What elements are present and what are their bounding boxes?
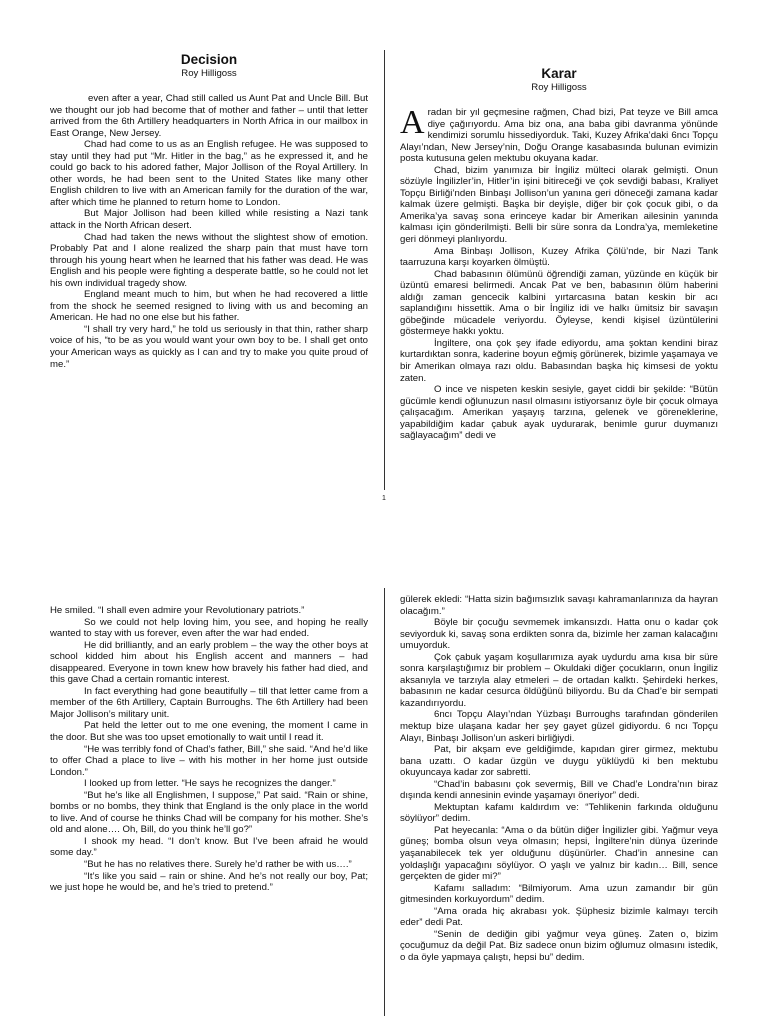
paragraph: I looked up from letter. “He says he recognizes the danger.” — [84, 778, 336, 790]
paragraph: England meant much to him, but when he had recovered a little from the shock he seemed resigned to living with us and becoming an American. He had no one else but his father. — [50, 289, 368, 324]
page-number: 1 — [382, 495, 386, 502]
paragraph: İngiltere, ona çok şey ifade ediyordu, ama şoktan kendini biraz kurtardıktan sonra, kaderine boyun eğmiş görünerek, bizimle yaşamaya ve bir Amerikan olmaya razı oldu. Babasından başka hiç kimsesi de yoktu zaten. — [400, 337, 718, 384]
page2-turkish-column — [400, 594, 718, 1018]
turkish-title: Karar — [541, 66, 577, 81]
drop-cap: A — [400, 104, 425, 141]
paragraph: In fact everything had gone beautifully – till that letter came from a member of the 6th Artillery, Captain Burroughs. The 6th Artillery had been Major Jollison’s military unit. — [50, 685, 368, 720]
paragraph: Chad, bizim yanımıza bir İngiliz mülteci olarak gelmişti. Onun sözüyle İngilizler’in, Hitler’in işini bitireceği ve çok sevdiği babası, Kraliyet Topçu Birliği’nden Binbaşı Jollison’un yanına geri döneceği zamana kadar kalmak üzere gelmişti. Başka bir deyişle, diğer bir çok çocuk gibi, o da Amerika’ya savaş sona erinceye kadar bir Amerikan ailesinin yanında kalması için gönderilmişti. Belli bir süre sonra da Londra’ya, memleketine geri dönmeyi planlıyordu. — [400, 164, 718, 246]
paragraph: Mektuptan kafamı kaldırdım ve: “Tehlikenin farkında olduğunu söylüyor” dedim. — [400, 801, 718, 825]
page1-english-column — [50, 52, 368, 492]
paragraph: Chad had come to us as an English refugee. He was supposed to stay until they had put “Mr. Hitler in the bag,” as he expressed it, and he could go back to his adored father, Major Jollison of the Royal Artillery. In other words, he had been sent to the United States like many other English children to live with an American family for the duration of the war, after which time he planned to return home to London. — [50, 139, 368, 208]
paragraph: Ama Binbaşı Jollison, Kuzey Afrika Çölü’nde, bir Nazi Tank taarruzuna karşı koyarken ölmüştü. — [400, 245, 718, 269]
paragraph: even after a year, Chad still called us Aunt Pat and Uncle Bill. But we thought our job had become that of mother and father – until that letter arrived from the 6th Artillery headquarters in North Africa in our mailbox in East Orange, New Jersey. — [50, 93, 368, 139]
paragraph: O ince ve nispeten keskin sesiyle, gayet ciddi bir şekilde: “Bütün gücümle kendi oğlunuzun nasıl olmasını istiyorsanız öyle bir çocuk olmaya çalışacağım. Amerikan yaşayış tarzına, gelenek ve göreneklerine, yapabildiğim kadar çabuk ayak uydurarak, benimle gurur duymanızı sağlayacağım” dedi ve — [400, 384, 718, 442]
english-author: Roy Hilligoss — [181, 68, 237, 79]
paragraph: “Chad’in babasını çok severmiş, Bill ve Chad’e Londra’nın biraz dışında kendi annesinin evinde yaşamayı öneriyor” dedi. — [400, 778, 718, 802]
paragraph-with-dropcap — [400, 104, 718, 165]
paragraph: “Ama orada hiç akrabası yok. Şüphesiz bizimle kalmayı tercih eder” dedi Pat. — [400, 905, 718, 929]
paragraph: “I shall try very hard,” he told us seriously in that thin, rather sharp voice of his, “to be as you would want your own boy to be. I shall get onto your American ways as quickly as I can and try to make you quite proud of me.” — [50, 323, 368, 370]
paragraph: “He was terribly fond of Chad’s father, Bill,” she said. “And he’d like to offer Chad a place to live – with his mother in her home just outside London.” — [50, 743, 368, 778]
paragraph: gülerek ekledi: “Hatta sizin bağımsızlık savaşı kahramanlarınıza da hayran olacağım.” — [400, 594, 718, 617]
paragraph: I shook my head. “I don’t know. But I’ve been afraid he would some day.” — [50, 835, 368, 859]
paragraph: But Major Jollison had been killed while resisting a Nazi tank attack in the North African desert. — [50, 208, 368, 232]
turkish-author: Roy Hilligoss — [531, 82, 587, 93]
paragraph: Pat held the letter out to me one evening, the moment I came in the door. But she was too upset emotionally to wait until I read it. — [50, 720, 368, 744]
paragraph-text: radan bir yıl geçmesine rağmen, Chad bizi, Pat teyze ve Bill amca diye çağırıyordu. Ama biz ona, ana baba gibi davranma yönünde kendimizi sorumlu hissediyorduk. Taki, Kuzey Afrika’daki 6ncı Topçu Alayı’ndan, New Jersey’nin, Doğu Orange kasabasında bulunan evimizin posta kutusuna gelen mektubu okuyana kadar. — [400, 107, 718, 165]
page2-english-column — [50, 605, 368, 1017]
page1-turkish-column — [400, 66, 718, 492]
paragraph: Chad babasının ölümünü öğrendiği zaman, yüzünde en küçük bir üzüntü emaresi belirmedi. Ancak Pat ve ben, babasının ölüm haberini aldığı zaman gencecik kalbini yırtarcasına batan keskin bir acı saplandığını hissettik. Ama o bir İngiliz idi ve halkı ümitsiz bir savaşın göbeğinde mücadele veriyordu. Öyleyse, kendi kişisel üzüntülerini göstermeye hakkı yoktu. — [400, 268, 718, 338]
page1-column-divider — [384, 50, 385, 490]
paragraph: Kafamı salladım: “Bilmiyorum. Ama uzun zamandır bir gün gitmesinden korkuyordum” dedim. — [400, 882, 718, 906]
paragraph: Böyle bir çocuğu sevmemek imkansızdı. Hatta onu o kadar çok seviyorduk ki, savaş sona erdikten sonra da, bizimle her zaman kalacağını umuyorduk. — [400, 617, 718, 652]
paragraph: Pat, bir akşam eve geldiğimde, kapıdan girer girmez, mektubu bana uzattı. O kadar üzgün ve duygu yüklüydü ki ben mektubu okuyuncaya kadar zor sabretti. — [400, 744, 718, 779]
paragraph: He did brilliantly, and an early problem – the way the other boys at school kidded him about his English accent and manners – had disappeared. Everyone in town knew how bravely his father had died, and this gave Chad a certain romantic interest. — [50, 639, 368, 686]
paragraph: So we could not help loving him, you see, and hoping he really wanted to stay with us forever, even after the war had ended. — [50, 616, 368, 640]
paragraph: Chad had taken the news without the slightest show of emotion. Probably Pat and I alone realized the sharp pain that must have torn through his young heart when he learned that his father was dead. He was English and his people were fighting a desperate battle, so he could not let his own individual tragedy show. — [50, 231, 368, 289]
paragraph: “It’s like you said – rain or shine. And he’s not really our boy, Pat; we just hope he would be, and he’s tried to pretend.” — [50, 870, 368, 894]
english-title: Decision — [180, 52, 238, 67]
paragraph: “But he’s like all Englishmen, I suppose,” Pat said. “Rain or shine, bombs or no bombs, they think that England is the only place in the world to live. And of course he thinks Chad will be company for his mother. She’s old and alone…. Oh, Bill, do you think he’ll go?” — [50, 789, 368, 836]
paragraph: He smiled. “I shall even admire your Revolutionary patriots.” — [50, 605, 305, 616]
paragraph: “Senin de dediğin gibi yağmur veya güneş. Zaten o, bizim çocuğumuz da değil Pat. Biz sadece onun bizim oğlumuz olmasını istedik, o da öyle yapmaya çalıştı, hepsi bu” dedim. — [400, 928, 718, 963]
paragraph: 6ncı Topçu Alayı’ndan Yüzbaşı Burroughs tarafından gönderilen mektup bize ulaşana kadar her şey gayet güzel gidiyordu. 6 ncı Topçu Alayı, Binbaşı Jollison’un askeri birliğiydi. — [400, 709, 718, 744]
paragraph: Çok çabuk yaşam koşullarımıza ayak uydurdu ama kısa bir süre sonra karşılaştığımız bir problem – Okuldaki diğer çocukların, onun İngiliz aksanıyla ve tarzıyla alay etmeleri – de ortadan kalktı. Şehirdeki herkes, babasının ne kadar cesurca öldüğünü biliyordu. Bu da Chad’e bir sempati kazandırıyordu. — [400, 651, 718, 709]
page2-column-divider — [384, 588, 385, 1016]
paragraph: Pat heyecanla: “Ama o da bütün diğer İngilizler gibi. Yağmur veya güneş; bomba olsun veya olmasın; hepsi, İngiltere’nin dünya üzerinde yaşanabilecek tek yer olduğunu düşünürler. Chad’in annesine can yoldaşlığı yapacağını söylüyor. O yaşlı ve yalnız bir kadın… Bill, sence gerçekten de gider mi?” — [400, 824, 718, 883]
paragraph: “But he has no relatives there. Surely he’d rather be with us….” — [84, 859, 352, 871]
